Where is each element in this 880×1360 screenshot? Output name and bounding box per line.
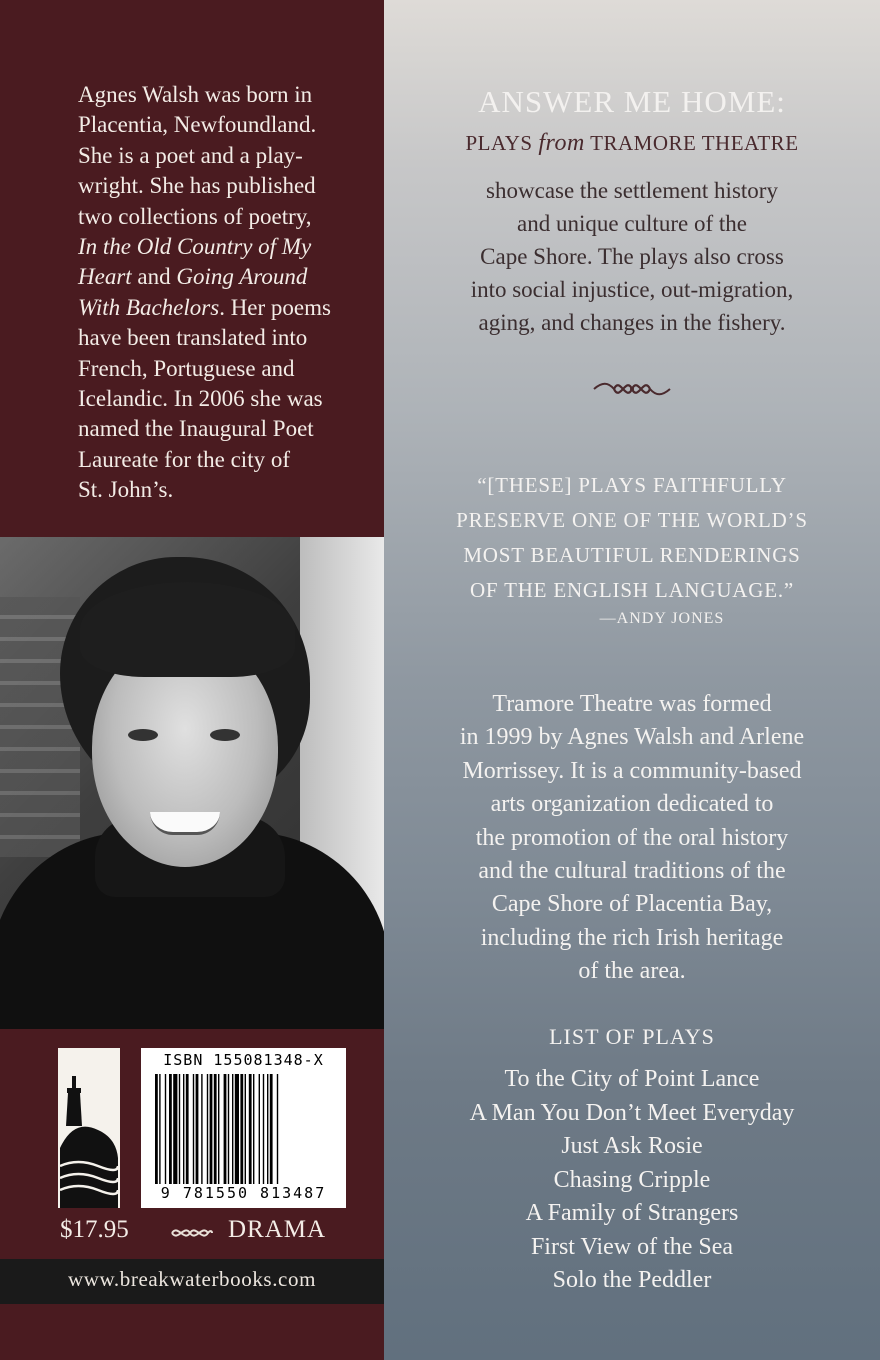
quote-line: OF THE ENGLISH LANGUAGE.” xyxy=(469,578,795,602)
book-title-2-cont: With Bachelors xyxy=(78,294,220,320)
blurb-line: aging, and changes in the fishery. xyxy=(478,310,786,335)
bio-and: and xyxy=(131,264,177,290)
play-title: A Family of Strangers xyxy=(525,1200,739,1226)
about-line: the promotion of the oral history xyxy=(475,824,789,851)
theatre-description xyxy=(384,688,880,989)
bio-line: French, Portuguese and xyxy=(78,355,295,381)
bio-line xyxy=(78,232,374,262)
about-line: and the cultural traditions of the xyxy=(478,858,786,885)
bio-line: wright. She has published xyxy=(78,173,316,199)
quote-line: MOST BEAUTIFUL RENDERINGS xyxy=(463,543,801,567)
bio-text: . Her poems xyxy=(219,294,331,320)
ornament-icon xyxy=(170,1222,214,1244)
plays-heading: LIST OF PLAYS xyxy=(549,1024,715,1049)
about-line: arts organization dedicated to xyxy=(490,791,774,818)
bio-line: Icelandic. In 2006 she was xyxy=(78,386,323,412)
barcode-icon xyxy=(141,1048,346,1208)
blurb-line: and unique culture of the xyxy=(517,211,747,236)
price: $17.95 xyxy=(60,1216,129,1243)
bio-line: Placentia, Newfoundland. xyxy=(78,112,317,138)
bio-line xyxy=(78,293,374,323)
book-title: ANSWER ME HOME: xyxy=(478,84,786,119)
bio-line: Laureate for the city of xyxy=(78,446,290,472)
about-line: Morrissey. It is a community-based xyxy=(462,757,802,784)
play-title: Just Ask Rosie xyxy=(561,1133,703,1159)
photo-fringe xyxy=(80,582,295,677)
about-line: including the rich Irish heritage xyxy=(480,924,784,951)
review-quote xyxy=(384,468,880,608)
back-cover-right-panel xyxy=(384,0,880,1360)
subtitle-part: PLAYS xyxy=(465,131,539,155)
author-bio xyxy=(78,80,374,506)
subtitle-from: from xyxy=(538,130,585,156)
about-line: of the area. xyxy=(578,958,686,985)
about-line: Cape Shore of Placentia Bay, xyxy=(491,891,773,918)
quote-line: PRESERVE ONE OF THE WORLD’S xyxy=(456,508,808,532)
photo-eye xyxy=(210,729,240,741)
isbn-label: ISBN 155081348-X xyxy=(163,1051,324,1069)
plays-list xyxy=(384,1063,880,1298)
book-title-1: In the Old Country of My xyxy=(78,234,312,260)
play-title: Solo the Peddler xyxy=(552,1267,712,1293)
book-blurb xyxy=(384,174,880,339)
back-cover-left-panel xyxy=(0,0,384,1360)
subtitle-part: TRAMORE THEATRE xyxy=(584,131,799,155)
author-photo-image xyxy=(0,537,384,1029)
bio-line: She is a poet and a play- xyxy=(78,142,303,168)
blurb-line: into social injustice, out-migration, xyxy=(470,277,794,302)
bio-line: Agnes Walsh was born in xyxy=(78,82,313,107)
book-title-1-cont: Heart xyxy=(78,264,132,290)
play-title: First View of the Sea xyxy=(530,1233,734,1260)
barcode-bars xyxy=(155,1074,333,1184)
about-line: Tramore Theatre was formed xyxy=(492,691,772,717)
bio-line: two collections of poetry, xyxy=(78,203,312,229)
lighthouse-logo-icon xyxy=(58,1048,120,1208)
ornament-icon xyxy=(592,372,672,406)
play-title: A Man You Don’t Meet Everyday xyxy=(469,1099,795,1126)
barcode-digits: 9 781550 813487 xyxy=(160,1184,327,1202)
play-title: To the City of Point Lance xyxy=(504,1066,760,1092)
genre-label: DRAMA xyxy=(228,1216,327,1243)
website-bar xyxy=(0,1259,384,1304)
bio-line: named the Inaugural Poet xyxy=(78,416,314,442)
bio-line: St. John’s. xyxy=(78,477,174,503)
book-subtitle xyxy=(384,130,880,157)
quote-line: “[THESE] PLAYS FAITHFULLY xyxy=(477,473,787,497)
photo-eye xyxy=(128,729,158,741)
quote-attribution: —ANDY JONES xyxy=(599,610,725,627)
blurb-line: Cape Shore. The plays also cross xyxy=(480,244,784,269)
bio-line xyxy=(78,262,374,292)
bio-line: have been translated into xyxy=(78,325,308,351)
about-line: in 1999 by Agnes Walsh and Arlene xyxy=(459,724,805,751)
website-url: www.breakwaterbooks.com xyxy=(67,1267,317,1291)
play-title: Chasing Cripple xyxy=(553,1166,711,1193)
book-title-2: Going Around xyxy=(176,264,308,290)
blurb-line: showcase the settlement history xyxy=(486,178,778,203)
